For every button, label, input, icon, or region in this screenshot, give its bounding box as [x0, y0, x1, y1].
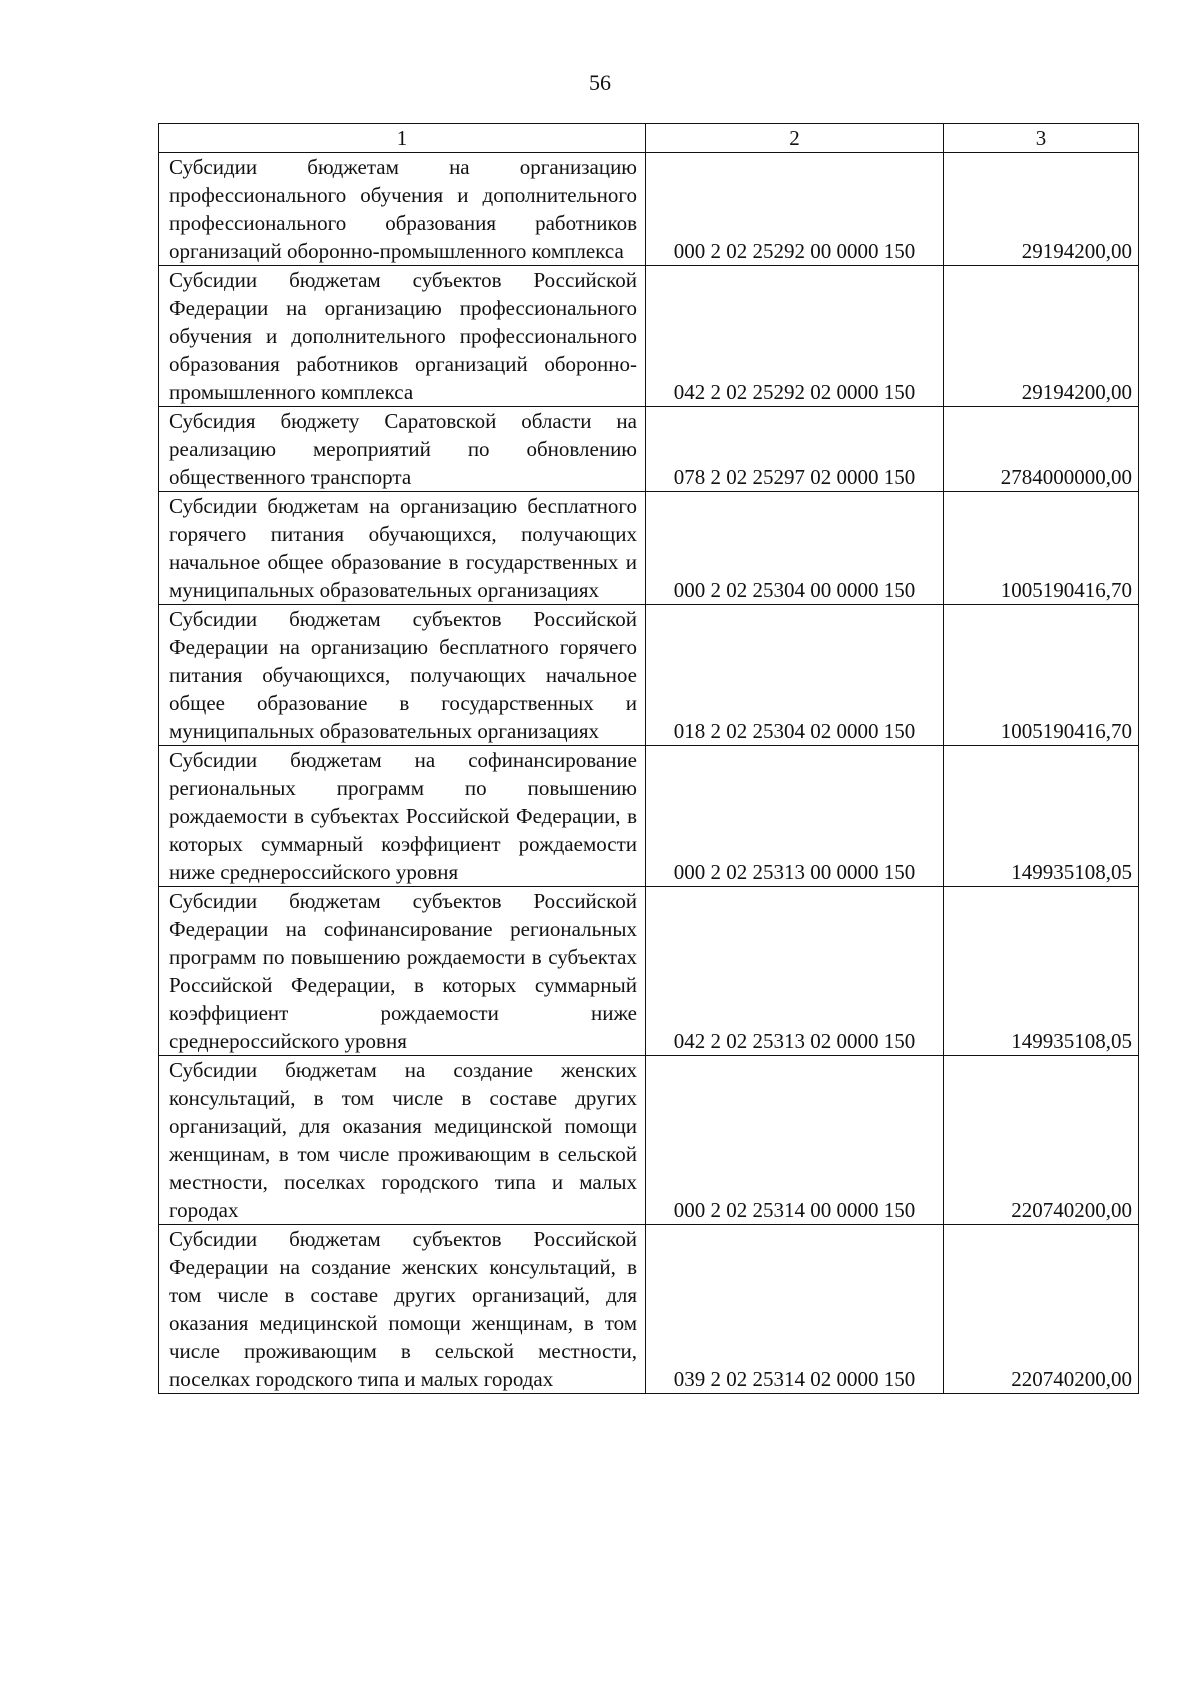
row-description: Субсидии бюджетам субъектов Российской Федерации на софинансирование региональных программ по повышению рождаемости в субъектах Российской Федерации, в которых суммарный коэффициент рождаемости ниже среднероссийского уровня	[159, 887, 646, 1056]
table-row	[159, 746, 1139, 887]
table-row	[159, 887, 1139, 1056]
page-number: 56	[589, 70, 611, 95]
row-amount: 2784000000,00	[944, 407, 1139, 492]
budget-table	[158, 123, 1139, 1394]
row-code: 000 2 02 25313 00 0000 150	[646, 746, 944, 887]
row-amount: 220740200,00	[944, 1056, 1139, 1225]
row-description: Субсидия бюджету Саратовской области на реализацию мероприятий по обновлению общественного транспорта	[159, 407, 646, 492]
row-code: 078 2 02 25297 02 0000 150	[646, 407, 944, 492]
row-code: 039 2 02 25314 02 0000 150	[646, 1225, 944, 1394]
row-description: Субсидии бюджетам на софинансирование региональных программ по повышению рождаемости в субъектах Российской Федерации, в которых суммарный коэффициент рождаемости ниже среднероссийского уровня	[159, 746, 646, 887]
row-code: 018 2 02 25304 02 0000 150	[646, 605, 944, 746]
row-code: 000 2 02 25314 00 0000 150	[646, 1056, 944, 1225]
row-description: Субсидии бюджетам на организацию профессионального обучения и дополнительного профессионального образования работников организаций оборонно-промышленного комплекса	[159, 153, 646, 266]
table-row	[159, 1056, 1139, 1225]
row-code: 042 2 02 25292 02 0000 150	[646, 266, 944, 407]
table-header-row	[159, 124, 1139, 153]
table-row	[159, 605, 1139, 746]
row-description: Субсидии бюджетам субъектов Российской Федерации на организацию бесплатного горячего питания обучающихся, получающих начальное общее образование в государственных и муниципальных образовательных организациях	[159, 605, 646, 746]
column-header-1: 1	[159, 124, 646, 153]
table-row	[159, 153, 1139, 266]
row-amount: 29194200,00	[944, 153, 1139, 266]
row-amount: 1005190416,70	[944, 492, 1139, 605]
row-description: Субсидии бюджетам субъектов Российской Федерации на создание женских консультаций, в том числе в составе других организаций, для оказания медицинской помощи женщинам, в том числе проживающим в сельской местности, поселках городского типа и малых городах	[159, 1225, 646, 1394]
row-description: Субсидии бюджетам на организацию бесплатного горячего питания обучающихся, получающих начальное общее образование в государственных и муниципальных образовательных организациях	[159, 492, 646, 605]
column-header-3: 3	[944, 124, 1139, 153]
row-description: Субсидии бюджетам субъектов Российской Федерации на организацию профессионального обучения и дополнительного профессионального образования работников организаций оборонно-промышленного комплекса	[159, 266, 646, 407]
table-row	[159, 492, 1139, 605]
row-code: 000 2 02 25292 00 0000 150	[646, 153, 944, 266]
row-code: 042 2 02 25313 02 0000 150	[646, 887, 944, 1056]
table-row	[159, 1225, 1139, 1394]
row-amount: 220740200,00	[944, 1225, 1139, 1394]
table-row	[159, 407, 1139, 492]
row-amount: 149935108,05	[944, 887, 1139, 1056]
column-header-2: 2	[646, 124, 944, 153]
row-amount: 29194200,00	[944, 266, 1139, 407]
table-row	[159, 266, 1139, 407]
row-amount: 1005190416,70	[944, 605, 1139, 746]
row-amount: 149935108,05	[944, 746, 1139, 887]
row-description: Субсидии бюджетам на создание женских консультаций, в том числе в составе других организаций, для оказания медицинской помощи женщинам, в том числе проживающим в сельской местности, поселках городского типа и малых городах	[159, 1056, 646, 1225]
row-code: 000 2 02 25304 00 0000 150	[646, 492, 944, 605]
